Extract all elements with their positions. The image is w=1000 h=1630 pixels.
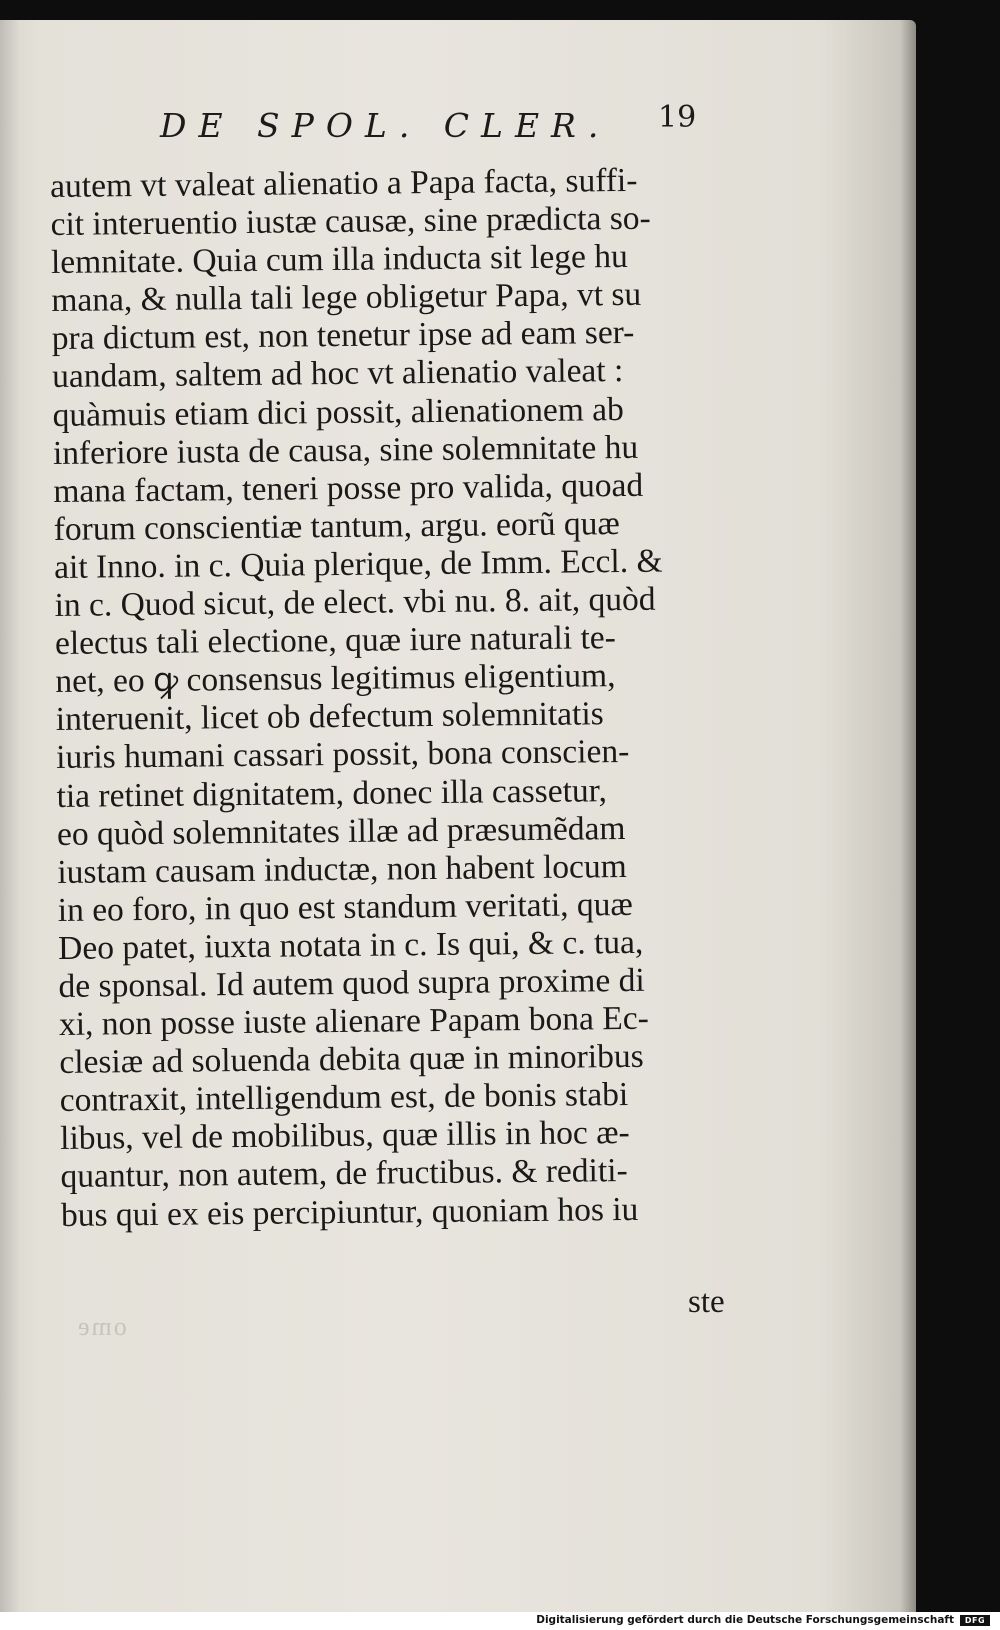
show-through-ink: ome [76, 1312, 127, 1341]
text-line: xi, non posse iuste alienare Papam bona Ec- [58, 999, 649, 1044]
text-line: cit interuentio iustæ causæ, sine prædicta so- [50, 199, 651, 244]
text-line: mana factam, teneri posse pro valida, quoad [53, 466, 644, 510]
text-line: quantur, non autem, de fructibus. & rediti- [60, 1152, 628, 1196]
text-line: in c. Quod sicut, de elect. vbi nu. 8. ait, quòd [54, 580, 656, 625]
dfg-logo: DFG [960, 1615, 990, 1626]
text-line: eo quòd solemnitates illæ ad præsumẽdam [56, 809, 626, 853]
text-line: de sponsal. Id autem quod supra proxime di [58, 961, 645, 1005]
text-line: interuenit, licet ob defectum solemnitatis [55, 695, 604, 739]
text-line: contraxit, intelligendum est, de bonis stabi [59, 1076, 629, 1120]
text-line: inferiore iusta de causa, sine solemnitate hu [52, 428, 639, 472]
text-line: net, eo ꝙ consensus legitimus eligentium, [55, 657, 616, 701]
text-line: bus qui ex eis percipiuntur, quoniam hos iu [60, 1190, 639, 1234]
text-line: autem vt valeat alienatio a Papa facta, suffi- [50, 161, 638, 205]
text-line: lemnitate. Quia cum illa inducta sit lege hu [50, 238, 628, 282]
text-line: uandam, saltem ad hoc vt alienatio valeat : [51, 352, 624, 396]
text-line: ait Inno. in c. Quia plerique, de Imm. Eccl. & [53, 542, 663, 586]
text-line: electus tali electione, quæ iure naturali te- [54, 619, 617, 663]
text-line: clesiæ ad soluenda debita quæ in minoribus [59, 1037, 644, 1082]
text-line: tia retinet dignitatem, donec illa cassetur, [56, 771, 608, 815]
text-line: iuris humani cassari possit, bona conscien- [55, 733, 630, 777]
text-line: pra dictum est, non tenetur ipse ad eam ser- [51, 314, 635, 358]
gutter-shadow [0, 20, 20, 1612]
text-line: quàmuis etiam dici possit, alienationem ab [52, 390, 624, 434]
digitization-footer [0, 1612, 1000, 1630]
catchword: ste [688, 1284, 725, 1320]
funding-credit: Digitalisierung gefördert durch die Deutsche Forschungsgemeinschaft [536, 1614, 954, 1626]
book-page [0, 20, 916, 1612]
body-text [50, 161, 761, 1235]
text-line: Deo patet, iuxta notata in c. Is qui, & c. tua, [57, 923, 644, 967]
text-line: mana, & nulla tali lege obligetur Papa, vt su [51, 276, 642, 320]
page-number: 19 [658, 100, 697, 135]
text-line: libus, vel de mobilibus, quæ illis in hoc æ- [59, 1114, 630, 1158]
text-line: forum conscientiæ tantum, argu. eorũ quæ [53, 504, 620, 548]
text-line: iustam causam inductæ, non habent locum [57, 847, 627, 891]
running-head: DE SPOL. CLER. [160, 106, 611, 145]
text-line: in eo foro, in quo est standum veritati, quæ [57, 885, 633, 929]
